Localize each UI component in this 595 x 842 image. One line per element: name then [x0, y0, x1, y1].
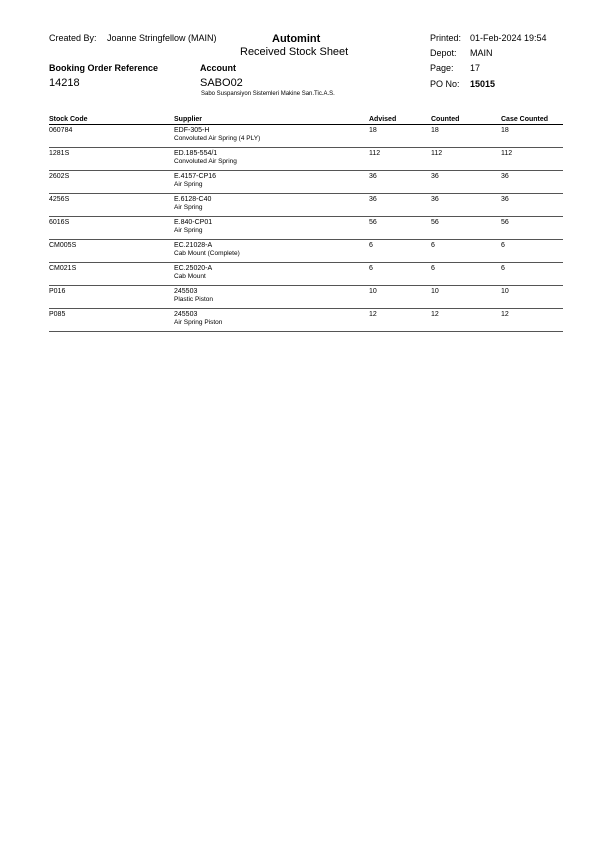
depot-value: MAIN	[470, 48, 493, 58]
cell-stock-code: P085	[49, 309, 174, 332]
cell-stock-code: 1281S	[49, 148, 174, 171]
table-row	[49, 309, 563, 332]
cell-counted: 10	[431, 286, 501, 309]
cell-case-counted: 10	[501, 286, 563, 309]
cell-supplier	[174, 309, 369, 332]
supplier-code: 245503	[174, 311, 198, 318]
cell-advised: 18	[369, 125, 431, 148]
cell-stock-code: 2602S	[49, 171, 174, 194]
cell-advised: 10	[369, 286, 431, 309]
supplier-code: E.4157-CP16	[174, 173, 217, 180]
cell-supplier	[174, 217, 369, 240]
item-description: Air Spring	[174, 204, 203, 211]
supplier-code: E.6128-C40	[174, 196, 212, 203]
cell-stock-code: 6016S	[49, 217, 174, 240]
cell-counted: 12	[431, 309, 501, 332]
cell-supplier	[174, 286, 369, 309]
table-row	[49, 286, 563, 309]
cell-case-counted: 112	[501, 148, 563, 171]
created-by-label: Created By:	[49, 33, 97, 43]
cell-counted: 36	[431, 194, 501, 217]
stock-table	[49, 114, 563, 332]
company-name: Automint	[272, 33, 321, 45]
cell-counted: 112	[431, 148, 501, 171]
account-name: Sabo Suspansiyon Sistemleri Makine San.Tic.A.S.	[201, 91, 335, 97]
item-description: Cab Mount	[174, 273, 206, 280]
cell-stock-code: CM005S	[49, 240, 174, 263]
cell-stock-code: P016	[49, 286, 174, 309]
cell-supplier	[174, 125, 369, 148]
col-counted: Counted	[431, 114, 501, 125]
depot-label: Depot:	[430, 48, 457, 58]
table-row	[49, 217, 563, 240]
cell-supplier	[174, 263, 369, 286]
cell-case-counted: 36	[501, 171, 563, 194]
item-description: Air Spring Piston	[174, 319, 223, 326]
booking-ref-label: Booking Order Reference	[49, 63, 159, 73]
cell-advised: 56	[369, 217, 431, 240]
supplier-code: EDF-305-H	[174, 127, 210, 134]
printed-value: 01-Feb-2024 19:54	[470, 33, 547, 43]
supplier-code: ED.185-554/1	[174, 150, 218, 157]
item-description: Cab Mount (Complete)	[174, 250, 240, 257]
cell-supplier	[174, 194, 369, 217]
page-label: Page:	[430, 63, 454, 73]
cell-stock-code: 4256S	[49, 194, 174, 217]
item-description: Convoluted Air Spring (4 PLY)	[174, 135, 261, 142]
supplier-code: EC.25020-A	[174, 265, 213, 272]
cell-advised: 112	[369, 148, 431, 171]
booking-ref-value: 14218	[49, 77, 80, 89]
supplier-code: EC.21028-A	[174, 242, 213, 249]
cell-advised: 6	[369, 240, 431, 263]
table-row	[49, 125, 563, 148]
col-advised: Advised	[369, 114, 431, 125]
sheet-title: Received Stock Sheet	[240, 46, 349, 58]
supplier-code: E.840-CP01	[174, 219, 213, 226]
cell-advised: 36	[369, 171, 431, 194]
cell-counted: 6	[431, 263, 501, 286]
cell-supplier	[174, 240, 369, 263]
item-description: Convoluted Air Spring	[174, 158, 237, 165]
created-by-value: Joanne Stringfellow (MAIN)	[107, 33, 217, 43]
cell-advised: 12	[369, 309, 431, 332]
cell-case-counted: 6	[501, 240, 563, 263]
cell-case-counted: 56	[501, 217, 563, 240]
col-stock-code: Stock Code	[49, 114, 174, 125]
cell-counted: 18	[431, 125, 501, 148]
col-supplier: Supplier	[174, 114, 369, 125]
cell-case-counted: 36	[501, 194, 563, 217]
item-description: Air Spring	[174, 181, 203, 188]
cell-case-counted: 12	[501, 309, 563, 332]
item-description: Air Spring	[174, 227, 203, 234]
table-row	[49, 194, 563, 217]
table-row	[49, 263, 563, 286]
page-value: 17	[470, 63, 481, 73]
cell-advised: 36	[369, 194, 431, 217]
cell-counted: 6	[431, 240, 501, 263]
cell-case-counted: 6	[501, 263, 563, 286]
cell-supplier	[174, 171, 369, 194]
item-description: Plastic Piston	[174, 296, 214, 303]
table-row	[49, 148, 563, 171]
cell-supplier	[174, 148, 369, 171]
printed-label: Printed:	[430, 33, 462, 43]
po-value: 15015	[470, 79, 496, 89]
table-row	[49, 171, 563, 194]
supplier-code: 245503	[174, 288, 198, 295]
account-value: SABO02	[200, 77, 243, 89]
cell-case-counted: 18	[501, 125, 563, 148]
cell-advised: 6	[369, 263, 431, 286]
cell-stock-code: CM021S	[49, 263, 174, 286]
table-row	[49, 240, 563, 263]
cell-counted: 36	[431, 171, 501, 194]
po-label: PO No:	[430, 79, 460, 89]
table-header-row	[49, 114, 563, 125]
account-label: Account	[200, 63, 236, 73]
cell-counted: 56	[431, 217, 501, 240]
cell-stock-code: 060784	[49, 125, 174, 148]
col-case-counted: Case Counted	[501, 114, 563, 125]
